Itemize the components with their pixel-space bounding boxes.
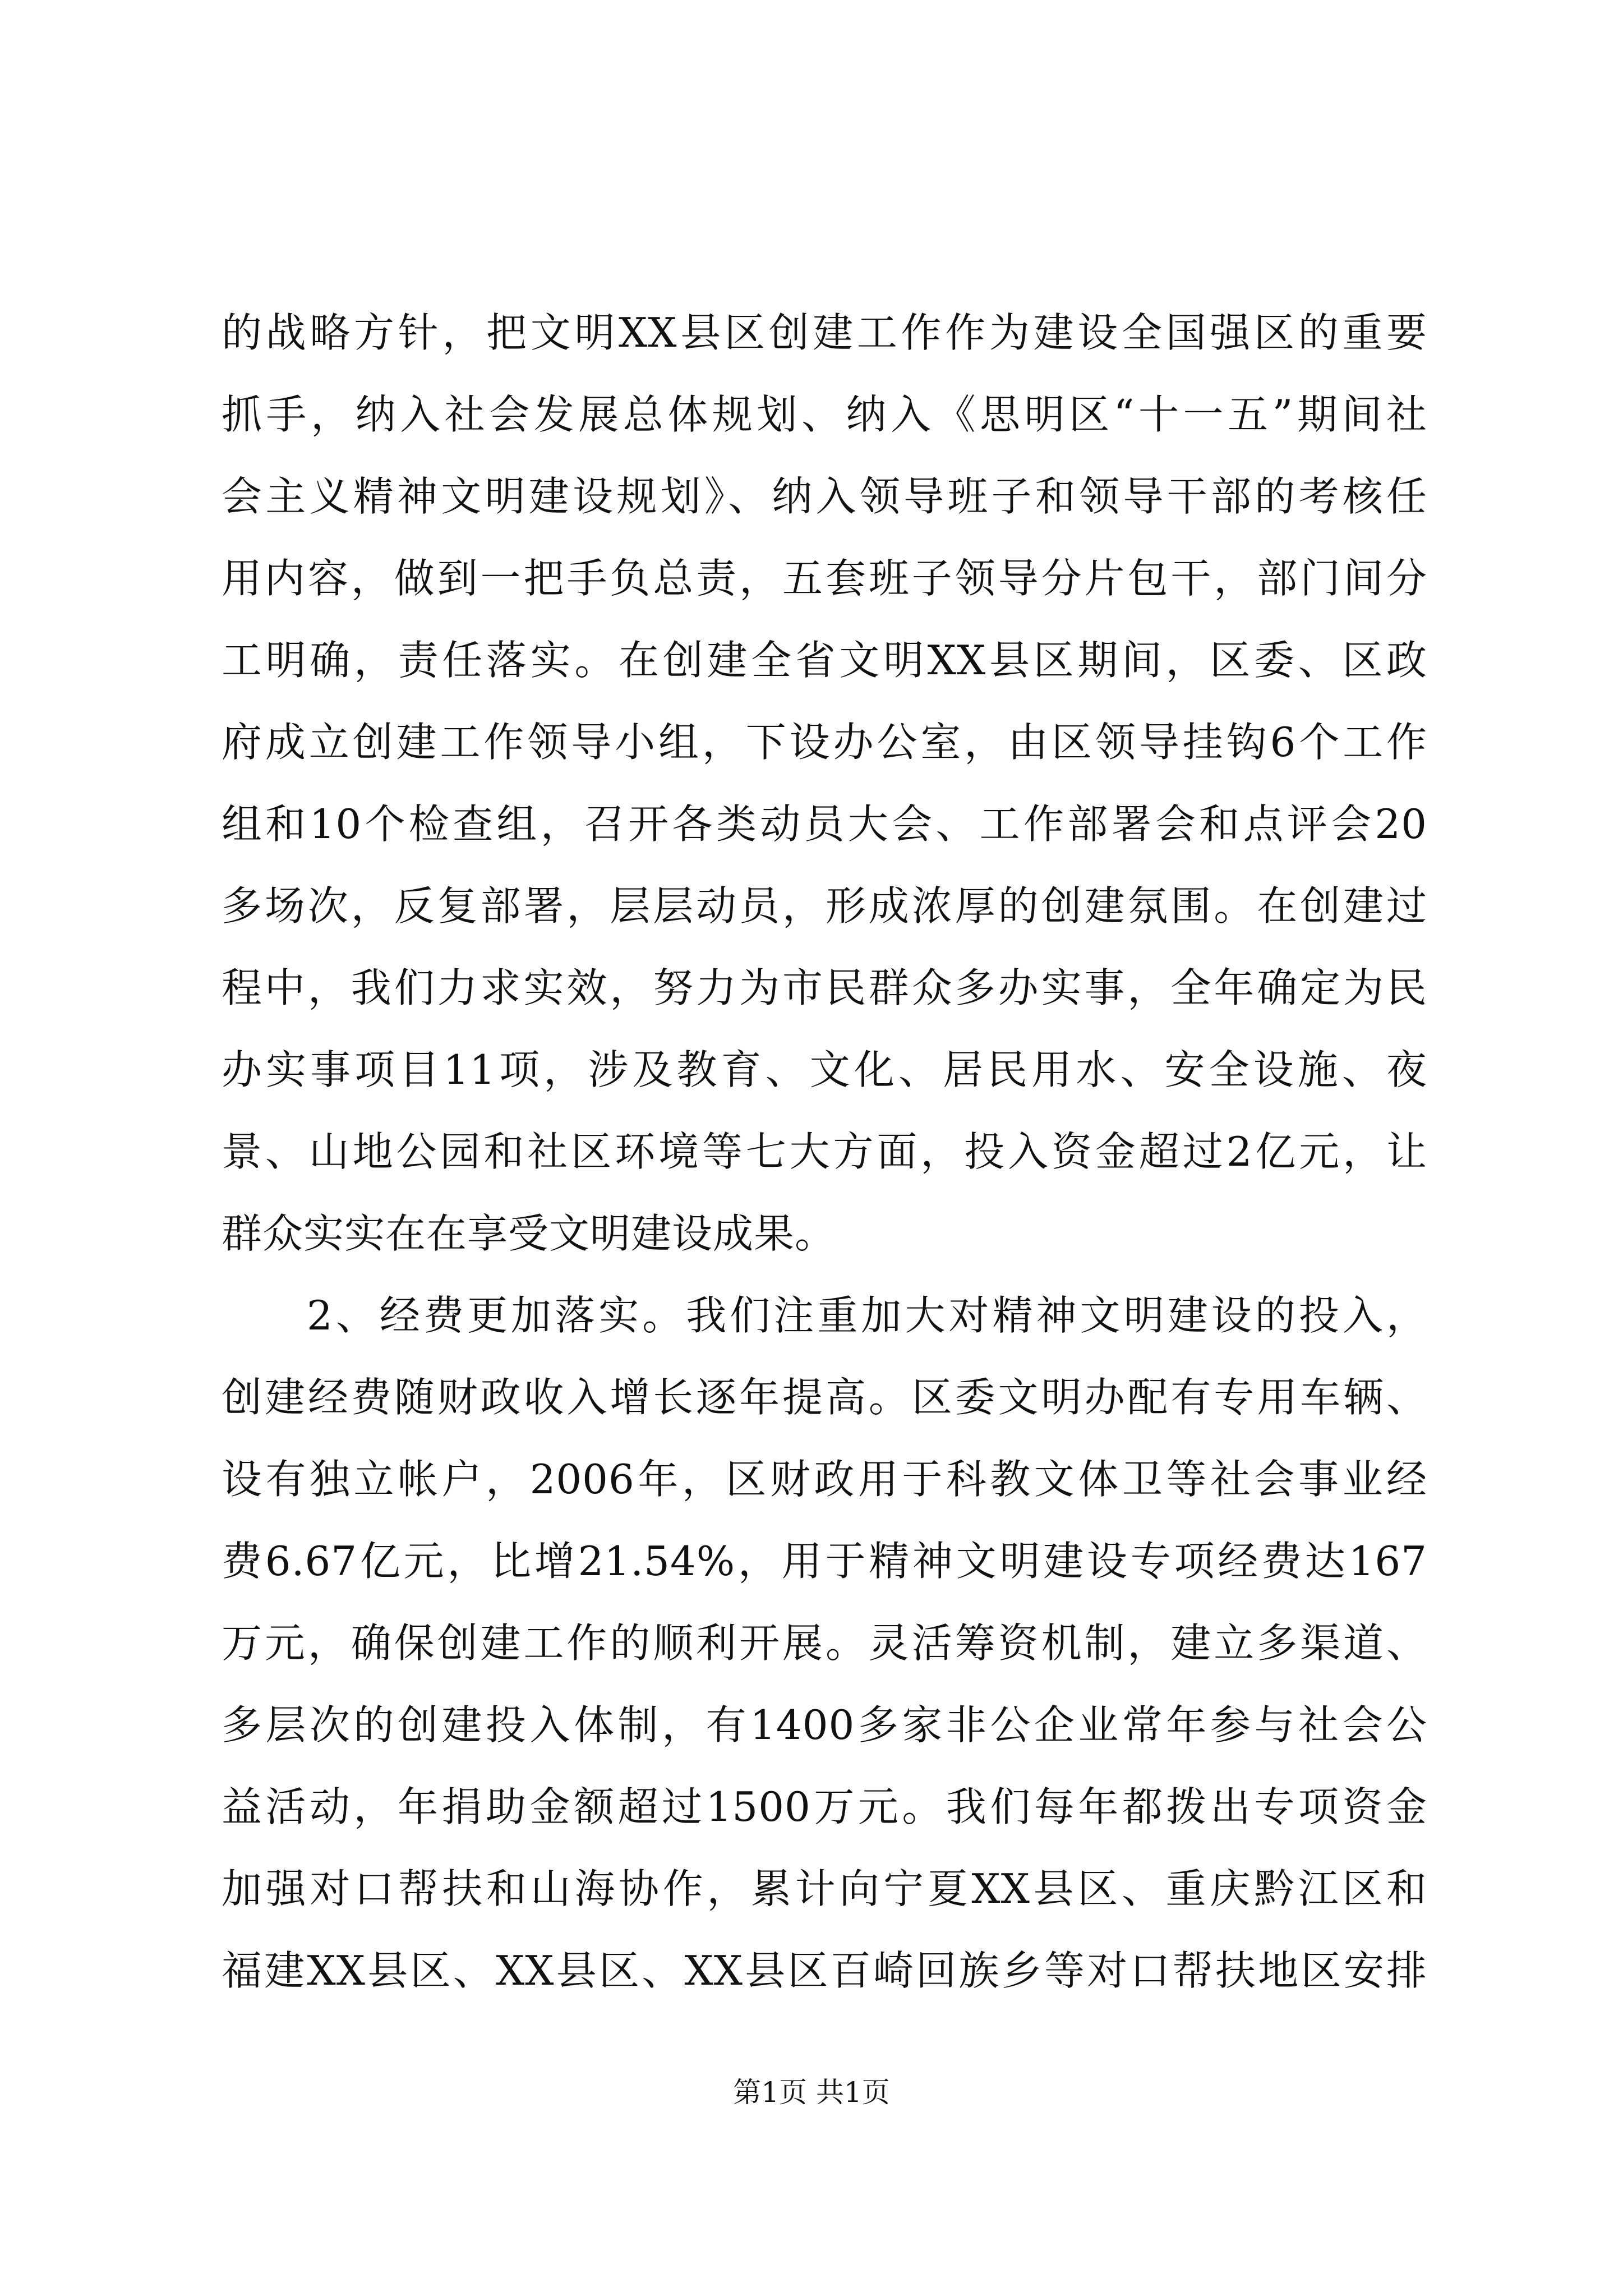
text-line: 用内容，做到一把手负总责，五套班子领导分片包干，部门间分 (222, 555, 1427, 602)
text-line: 抓手，纳入社会发展总体规划、纳入《思明区“十一五”期间社 (222, 391, 1427, 438)
text-line: 的战略方针，把文明XX县区创建工作作为建设全国强区的重要 (222, 309, 1427, 356)
text-line: 程中，我们力求实效，努力为市民群众多办实事，全年确定为民 (222, 964, 1427, 1011)
page-number-footer: 第1页 共1页 (733, 2076, 890, 2109)
text-line: 创建经费随财政收入增长逐年提高。区委文明办配有专用车辆、 (222, 1374, 1427, 1421)
document-body (222, 292, 1427, 2012)
text-line: 府成立创建工作领导小组，下设办公室，由区领导挂钩6个工作 (222, 719, 1427, 766)
text-line: 办实事项目11项，涉及教育、文化、居民用水、安全设施、夜 (222, 1046, 1427, 1093)
text-line: 景、山地公园和社区环境等七大方面，投入资金超过2亿元，让 (222, 1128, 1427, 1175)
text-line: 设有独立帐户，2006年，区财政用于科教文体卫等社会事业经 (222, 1456, 1427, 1503)
text-line: 费6.67亿元，比增21.54%，用于精神文明建设专项经费达167 (222, 1538, 1427, 1585)
text-line: 加强对口帮扶和山海协作，累计向宁夏XX县区、重庆黔江区和 (222, 1865, 1427, 1912)
text-line: 万元，确保创建工作的顺利开展。灵活筹资机制，建立多渠道、 (222, 1619, 1427, 1667)
text-line: 益活动，年捐助金额超过1500万元。我们每年都拨出专项资金 (222, 1783, 1427, 1830)
text-line: 会主义精神文明建设规划》、纳入领导班子和领导干部的考核任 (222, 473, 1427, 520)
text-line: 福建XX县区、XX县区、XX县区百崎回族乡等对口帮扶地区安排 (222, 1947, 1427, 1994)
text-line: 2、经费更加落实。我们注重加大对精神文明建设的投入， (307, 1292, 1427, 1339)
paragraph-item-2 (222, 1274, 1427, 2012)
paragraph-continuation (222, 292, 1427, 1274)
text-line: 多层次的创建投入体制，有1400多家非公企业常年参与社会公 (222, 1701, 1427, 1749)
text-line: 工明确，责任落实。在创建全省文明XX县区期间，区委、区政 (222, 637, 1427, 684)
text-line: 组和10个检查组，召开各类动员大会、工作部署会和点评会20 (222, 800, 1427, 848)
text-line: 群众实实在在享受文明建设成果。 (222, 1210, 836, 1257)
text-line: 多场次，反复部署，层层动员，形成浓厚的创建氛围。在创建过 (222, 882, 1427, 930)
